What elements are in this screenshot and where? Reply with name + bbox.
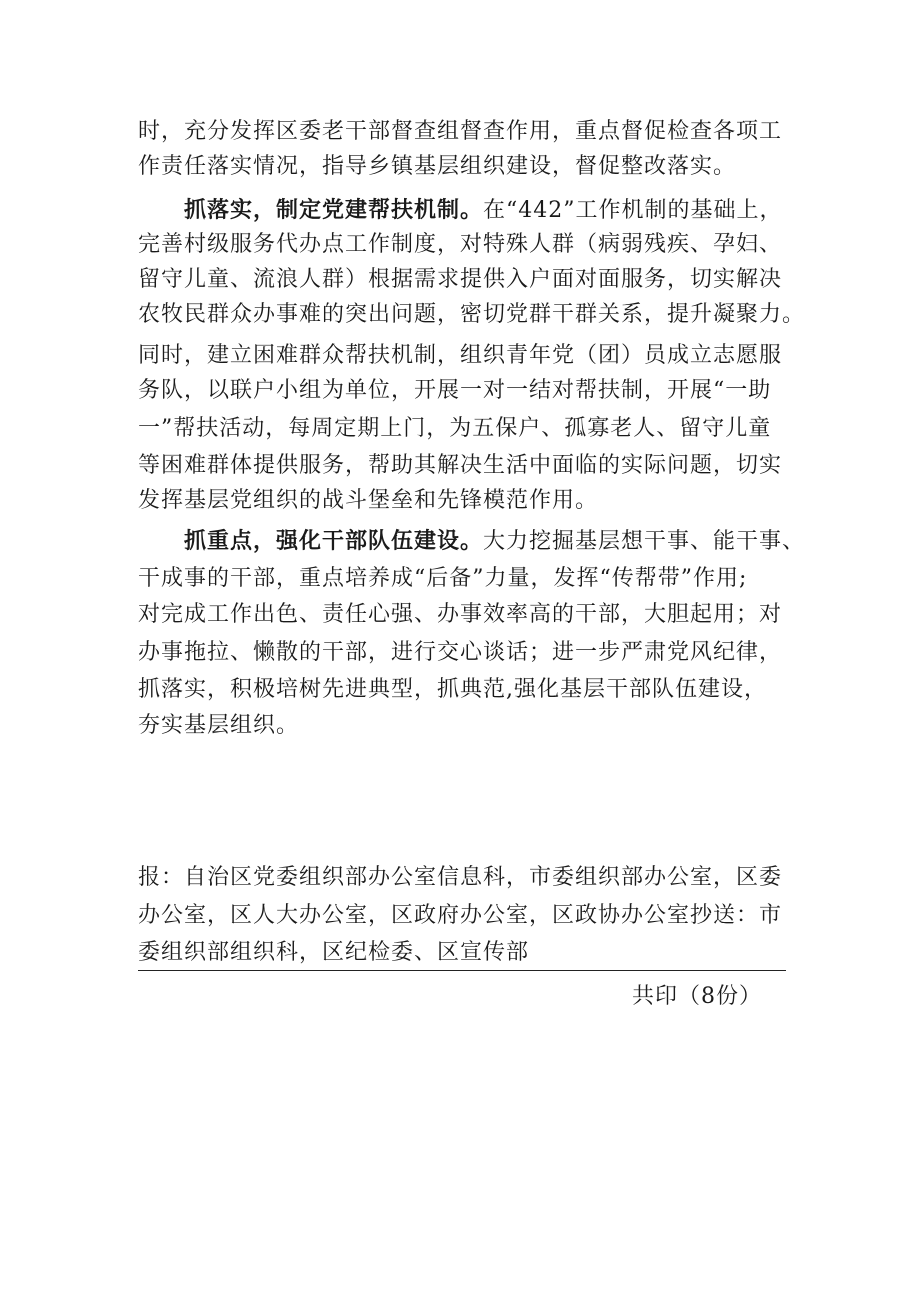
section2-first-line bbox=[184, 195, 783, 225]
footer-divider bbox=[138, 970, 786, 971]
section2-heading: 抓落实，制定党建帮扶机制。 bbox=[184, 197, 484, 223]
section3-first-line bbox=[184, 526, 805, 556]
distribution-line: 办公室，区人大办公室，区政府办公室，区政协办公室抄送：市 bbox=[138, 903, 783, 928]
copies-count: 共印（8份） bbox=[632, 984, 762, 1009]
section3-first-line-rest: 大力挖掘基层想干事、能干事、 bbox=[483, 529, 806, 554]
section3-line: 对完成工作出色、责任心强、办事效率高的干部，大胆起用；对 bbox=[138, 602, 783, 627]
section3-line: 办事拖拉、懒散的干部，进行交心谈话；进一步严肃党风纪律， bbox=[138, 640, 783, 665]
section2-line: 务队，以联户小组为单位，开展一对一结对帮扶制，开展“一助 bbox=[138, 378, 772, 403]
intro-line-1: 时，充分发挥区委老干部督查组督查作用，重点督促检查各项工 bbox=[138, 119, 783, 144]
section2-line: 农牧民群众办事难的突出问题，密切党群干群关系，提升凝聚力。 bbox=[138, 302, 806, 327]
section2-line: 留守儿童、流浪人群）根据需求提供入户面对面服务，切实解决 bbox=[138, 267, 783, 292]
section2-line: 发挥基层党组织的战斗堡垒和先锋模范作用。 bbox=[138, 488, 599, 513]
distribution-line: 委组织部组织科，区纪检委、区宣传部 bbox=[138, 940, 530, 965]
section3-line: 夯实基层组织。 bbox=[138, 713, 300, 738]
intro-line-2: 作责任落实情况，指导乡镇基层组织建设，督促整改落实。 bbox=[138, 154, 737, 179]
section2-line: 一”帮扶活动，每周定期上门，为五保户、孤寡老人、留守儿童 bbox=[138, 416, 772, 441]
section3-line: 干成事的干部，重点培养成“后备”力量，发挥“传帮带”作用; bbox=[138, 566, 748, 591]
distribution-line: 报：自治区党委组织部办公室信息科，市委组织部办公室，区委 bbox=[138, 865, 783, 890]
section2-first-line-rest: 在“442”工作机制的基础上， bbox=[483, 198, 783, 223]
section2-line: 完善村级服务代办点工作制度，对特殊人群（病弱残疾、孕妇、 bbox=[138, 232, 783, 257]
section2-line: 等困难群体提供服务，帮助其解决生活中面临的实际问题，切实 bbox=[138, 453, 783, 478]
section2-line: 同时，建立困难群众帮扶机制，组织青年党（团）员成立志愿服 bbox=[138, 343, 783, 368]
section3-line: 抓落实，积极培树先进典型，抓典范,强化基层干部队伍建设， bbox=[138, 677, 767, 702]
section3-heading: 抓重点，强化干部队伍建设。 bbox=[184, 528, 484, 554]
